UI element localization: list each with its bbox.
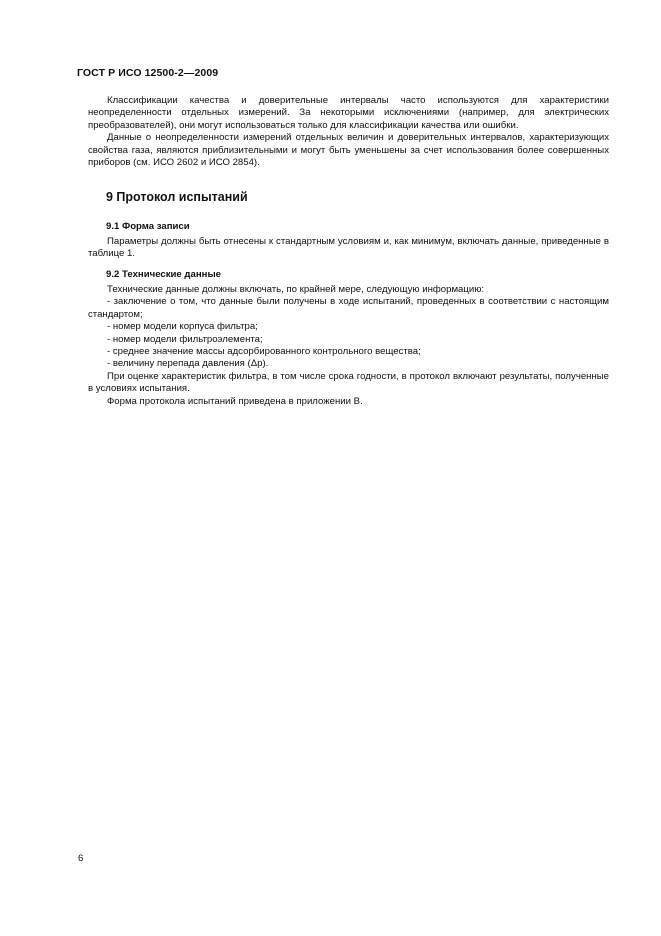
document-header: ГОСТ Р ИСО 12500-2—2009 xyxy=(77,67,219,79)
list-item: - заключение о том, что данные были получены в ходе испытаний, проведенных в соответствии с настоящим стандартом; xyxy=(88,296,609,320)
subsection-title: 9.2 Технические данные xyxy=(106,269,221,280)
list-item: - номер модели корпуса фильтра; xyxy=(107,321,258,333)
body-paragraph: Параметры должны быть отнесены к стандартным условиям и, как минимум, включать данные, приведенные в таблице 1. xyxy=(88,236,609,260)
body-paragraph: Форма протокола испытаний приведена в приложении В. xyxy=(107,395,363,407)
body-paragraph: При оценке характеристик фильтра, в том числе срока годности, в протокол включают результаты, полученные в условиях испытания. xyxy=(88,370,609,395)
intro-paragraph: Данные о неопределенности измерений отдельных величин и доверительных интервалов, характеризующих свойства газа, являются приблизительными и могут быть уменьшены за счет использования более совершенных приборов (см. ИСО 2602 и ИСО 2854). xyxy=(88,132,609,169)
page-number: 6 xyxy=(78,853,84,864)
list-item: - величину перепада давления (Δp). xyxy=(107,358,269,370)
section-title: 9 Протокол испытаний xyxy=(106,190,248,204)
list-item: - среднее значение массы адсорбированного контрольного вещества; xyxy=(107,346,421,358)
list-item: - номер модели фильтроэлемента; xyxy=(107,333,263,345)
subsection-body xyxy=(88,284,609,408)
intro-paragraph: Классификации качества и доверительные интервалы часто используются для характеристики неопределенности отдельных измерений. За некоторыми исключениями (например, для электрических преобразователей), они могут использоваться только для классификации качества или ошибки. xyxy=(88,95,609,131)
subsection-body xyxy=(88,236,609,261)
intro-block xyxy=(88,95,609,169)
subsection-title: 9.1 Форма записи xyxy=(106,221,190,232)
body-paragraph: Технические данные должны включать, по крайней мере, следующую информацию: xyxy=(107,284,485,295)
